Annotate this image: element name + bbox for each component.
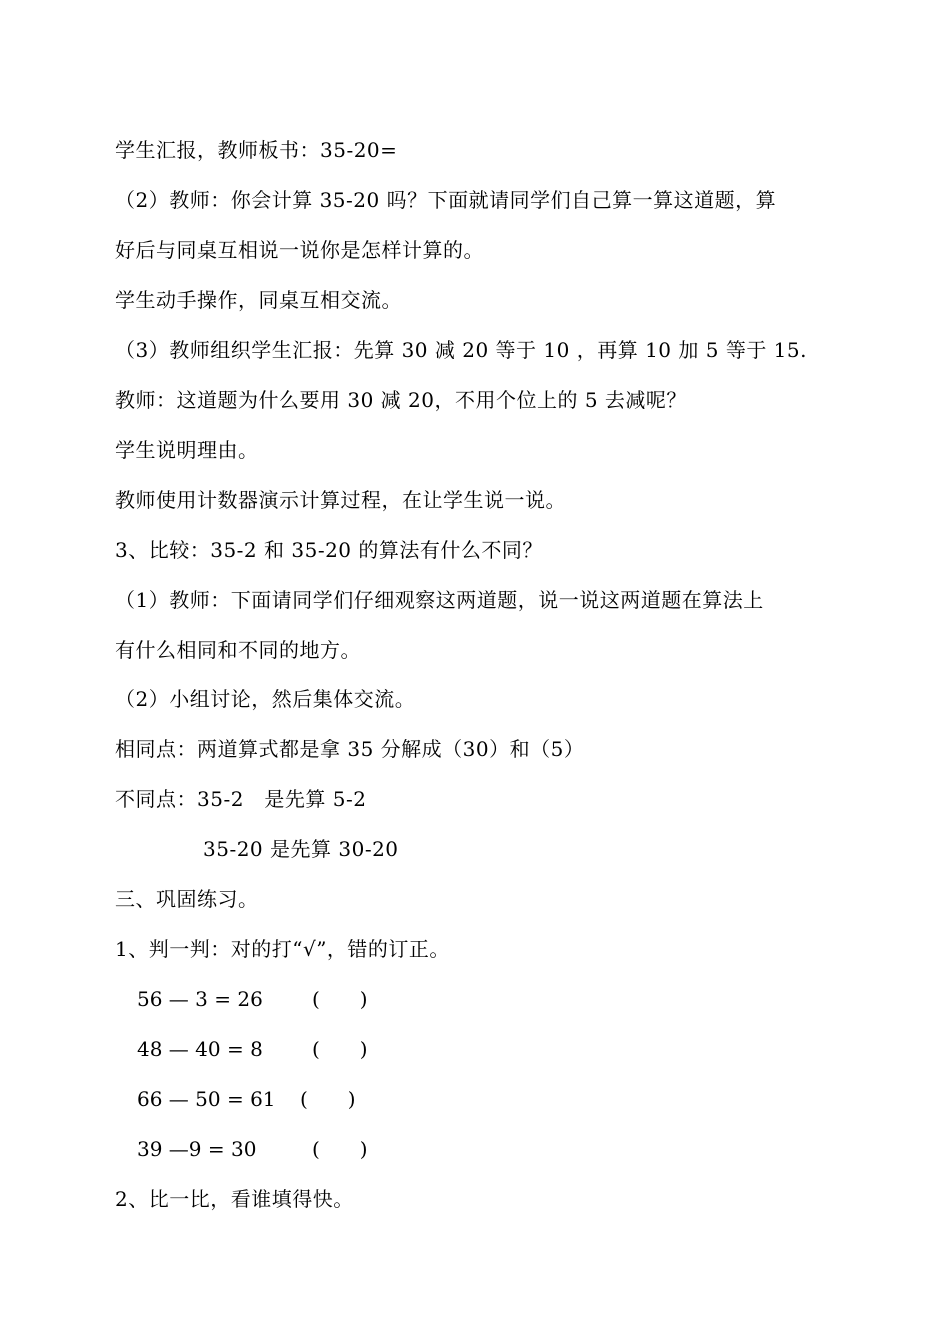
text-line-6: 教师：这道题为什么要用 30 减 20，不用个位上的 5 去减呢？ <box>115 388 687 412</box>
text-line-7: 学生说明理由。 <box>115 438 259 462</box>
text-line-2: （2）教师：你会计算 35-20 吗？下面就请同学们自己算一算这道题，算 <box>115 188 777 212</box>
exercise-equation: 56 — 3 = 26 <box>137 987 263 1011</box>
text-line-10: （1）教师：下面请同学们仔细观察这两道题，说一说这两道题在算法上 <box>115 588 764 612</box>
exercise-answer-box: ( ) <box>312 1037 368 1061</box>
text-line-9: 3、比较：35-2 和 35-20 的算法有什么不同？ <box>115 538 543 562</box>
exercise-answer-box: ( ) <box>312 1137 368 1161</box>
section-heading: 三、巩固练习。 <box>115 887 259 911</box>
text-line-3: 好后与同桌互相说一说你是怎样计算的。 <box>115 238 484 262</box>
text-line-1: 学生汇报，教师板书：35-20= <box>115 138 398 162</box>
exercise-equation: 48 — 40 = 8 <box>137 1037 263 1061</box>
text-line-4: 学生动手操作，同桌互相交流。 <box>115 288 402 312</box>
exercise-equation: 66 — 50 = 61 <box>137 1087 276 1111</box>
text-line-14: 不同点：35-2 是先算 5-2 <box>115 787 367 811</box>
text-line-17: 1、判一判：对的打“√”，错的订正。 <box>115 937 450 961</box>
exercise-answer-box: ( ) <box>300 1087 356 1111</box>
exercise-equation: 39 —9 = 30 <box>137 1137 257 1161</box>
text-line-8: 教师使用计数器演示计算过程，在让学生说一说。 <box>115 488 566 512</box>
text-line-12: （2）小组讨论，然后集体交流。 <box>115 687 416 711</box>
exercise-answer-box: ( ) <box>312 987 368 1011</box>
text-line-18: 2、比一比，看谁填得快。 <box>115 1187 354 1211</box>
text-line-15: 35-20 是先算 30-20 <box>203 837 399 861</box>
text-line-13: 相同点：两道算式都是拿 35 分解成（30）和（5） <box>115 737 585 761</box>
text-line-11: 有什么相同和不同的地方。 <box>115 638 361 662</box>
text-line-5: （3）教师组织学生汇报：先算 30 减 20 等于 10 ，再算 10 加 5 等于 15. <box>115 338 807 362</box>
